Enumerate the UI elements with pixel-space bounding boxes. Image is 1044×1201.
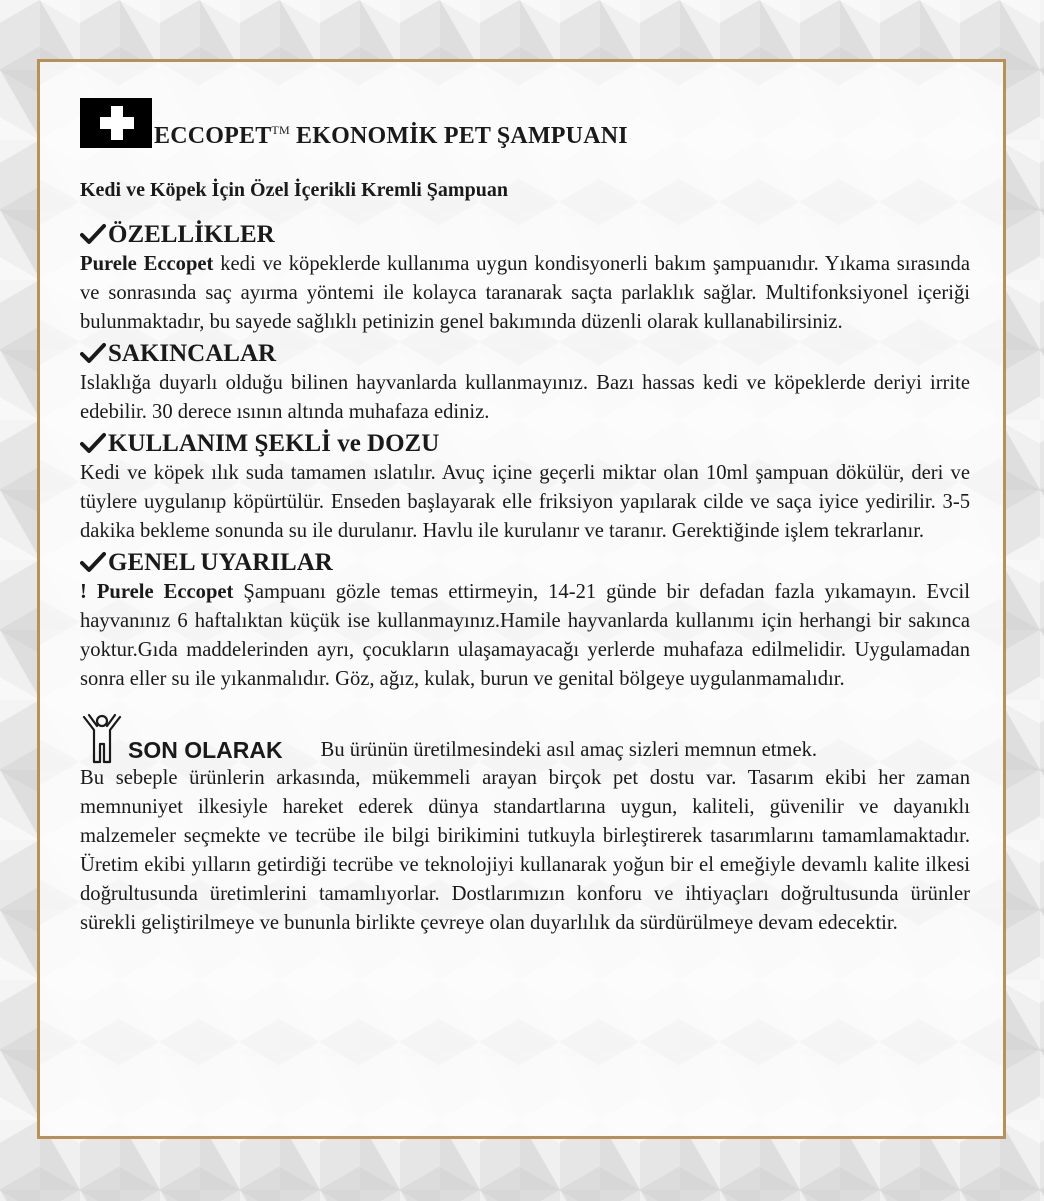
warnings-text: Şampuanı gözle temas ettirmeyin, 14-21 günde bir defadan fazla yıkamayın. Evcil hayvanınız 6 haftalıktan küçük ise kullanmayınız.Hamile hayvanlarda kullanımı için herhangi bir sakınca yoktur.Gıda maddelerinden ayrı, çocukların ulaşamayacağı yerlerde muhafaza edilmelidir. Uygulamadan sonra eller su ile yıkanmalıdır. Göz, ağız, kulak, burun ve genital bölgeye uygulanmamalıdır. — [80, 581, 970, 690]
section-heading-features — [80, 220, 970, 250]
checkmark-icon — [80, 432, 108, 456]
brand-name: ECCOPET — [154, 123, 272, 149]
product-name-bold: Purele Eccopet — [80, 253, 214, 275]
closing-first-text: Bu ürünün üretilmesindeki asıl amaç sizleri memnun etmek. — [320, 739, 818, 761]
usage-paragraph: Kedi ve köpek ılık suda tamamen ıslatılır. Avuç içine geçerli miktar olan 10ml şampuan dökülür, deri ve tüylere uygulanıp köpürtülür. Enseden başlayarak elle friksiyon yapılarak cilde ve saça iyice yedirilir. 3-5 dakika bekleme sonunda su ile durulanır. Havlu ile kurulanır ve taranır. Gerektiğinde işlem tekrarlanır. — [80, 462, 970, 542]
features-heading-text: ÖZELLİKLER — [108, 221, 275, 248]
closing-paragraph: Bu sebeple ürünlerin arkasında, mükemmeli arayan birçok pet dostu var. Tasarım ekibi her zaman memnuniyet ilkesiyle hareket ederek dünya standartlarına uygun, kaliteli, güvenilir ve dayanıklı malzemeler seçmekte ve tecrübe ile bilgi birikimini tutkuyla birleştirerek tasarımlarını tamamlamaktadır. Üretim ekibi yılların getirdiği tecrübe ve teknolojiyi kullanarak yoğun bir el emeğiyle devamlı kalite ilkesi doğrultusunda üretimlerini tamamlıyorlar. Dostlarımızın konforu ve ihtiyaçları doğrultusunda ürünler sürekli geliştirilmeye ve bununla birlikte çevreye olan duyarlılık da sürdürülmeye devam edecektir. — [80, 767, 970, 934]
warnings-heading-text: GENEL UYARILAR — [108, 549, 333, 576]
section-heading-usage — [80, 429, 970, 459]
page-title — [154, 118, 628, 148]
title-rest: EKONOMİK PET ŞAMPUANI — [289, 123, 628, 149]
person-icon — [80, 712, 124, 764]
cautions-paragraph: Islaklığa duyarlı olduğu bilinen hayvanlarda kullanmayınız. Bazı hassas kedi ve köpeklerde deriyi irrite edebilir. 30 derece ısının altında muhafaza ediniz. — [80, 372, 970, 423]
document-body — [80, 92, 970, 938]
checkmark-icon — [80, 223, 108, 247]
trademark-mark: TM — [271, 123, 290, 137]
subtitle: Kedi ve Köpek İçin Özel İçerikli Kremli Şampuan — [80, 179, 508, 201]
closing-first-line — [80, 712, 970, 764]
usage-heading-text: KULLANIM ŞEKLİ ve DOZU — [108, 430, 440, 457]
cautions-heading-text: SAKINCALAR — [108, 340, 277, 367]
closing-heading: SON OLARAK — [128, 737, 283, 763]
section-heading-warnings — [80, 548, 970, 578]
title-row — [80, 92, 970, 148]
section-heading-cautions — [80, 339, 970, 369]
features-paragraph — [80, 250, 970, 337]
checkmark-icon — [80, 551, 108, 575]
medical-cross-icon — [80, 98, 152, 148]
checkmark-icon — [80, 342, 108, 366]
closing-section — [80, 712, 970, 938]
warnings-paragraph — [80, 578, 970, 694]
content-panel — [37, 59, 1006, 1139]
features-text: kedi ve köpeklerde kullanıma uygun kondisyonerli bakım şampuanıdır. Yıkama sırasında ve sonrasında saç ayırma yöntemi ile kolayca taranarak saçta parlaklık sağlar. Multifonksiyonel içeriği bulunmaktadır, bu sayede sağlıklı petinizin genel bakımında düzenli olarak kullanabilirsiniz. — [80, 253, 970, 333]
warning-product-bold: ! Purele Eccopet — [80, 581, 234, 603]
